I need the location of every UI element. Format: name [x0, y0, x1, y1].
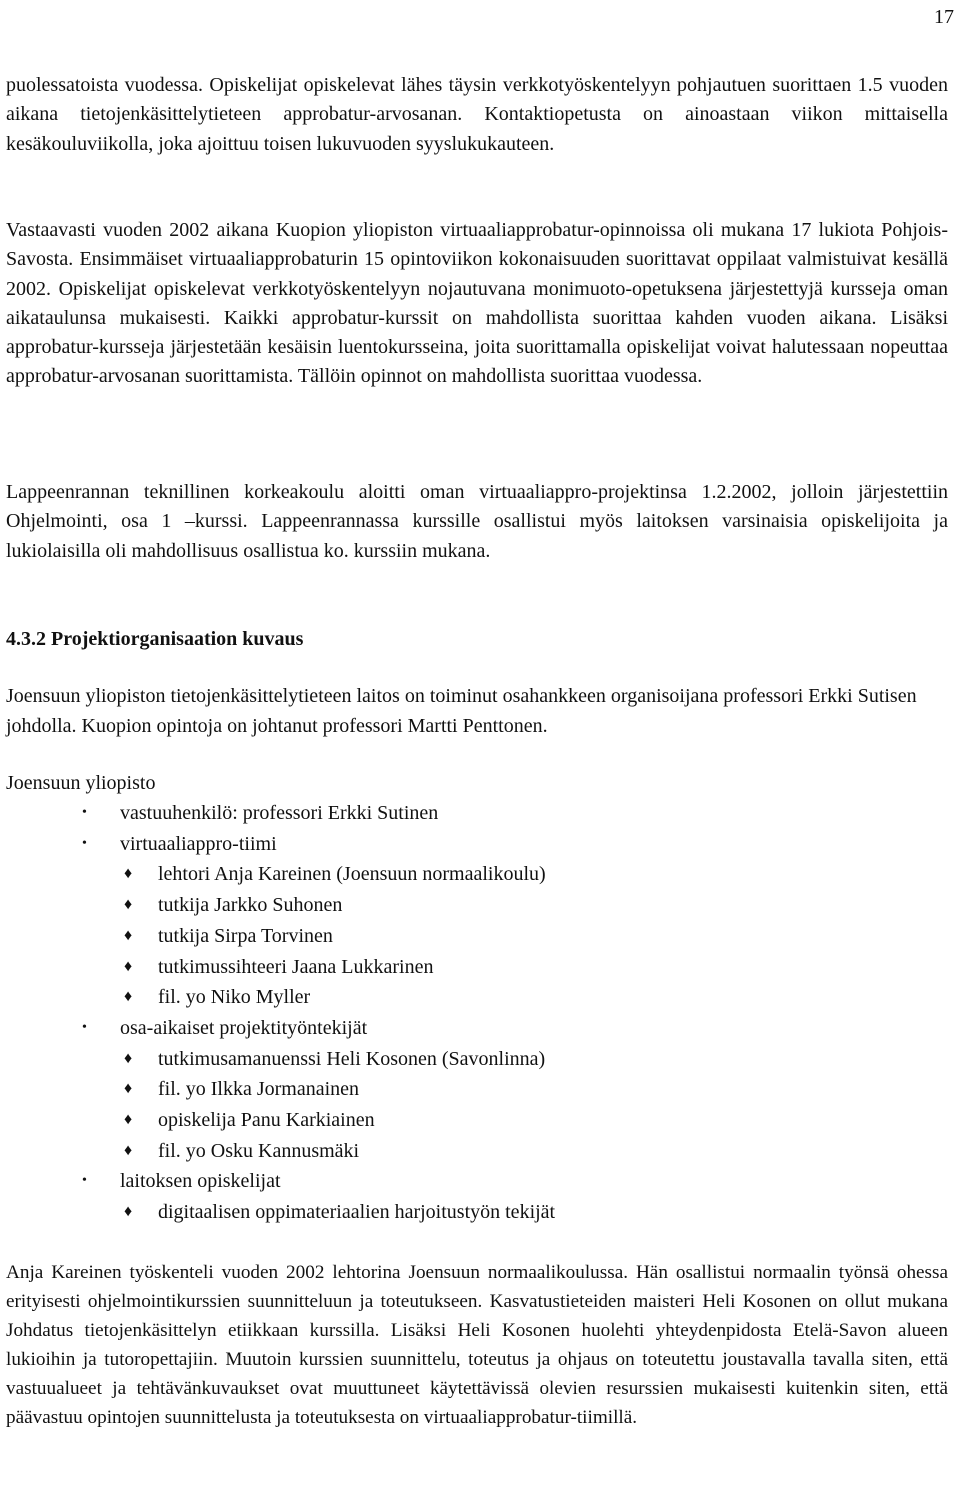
org-sublist-item-label: tutkija Jarkko Suhonen	[158, 894, 343, 917]
org-sublist-item	[120, 982, 555, 1013]
paragraph-lappeenranta: Lappeenrannan teknillinen korkeakoulu aloitti oman virtuaaliappro-projektinsa 1.2.2002, jolloin järjestettiin Ohjelmointi, osa 1 –kurssi. Lappeenrannassa kurssille osallistui myös laitoksen varsinaisia opiskelijoita ja lukiolaisilla oli mahdollisuus osallistua ko. kurssiin mukana.	[6, 481, 948, 562]
paragraph-kuopio: Vastaavasti vuoden 2002 aikana Kuopion yliopiston virtuaaliapprobatur-opinnoissa oli mukana 17 lukiota Pohjois-Savosta. Ensimmäiset virtuaaliapprobaturin 15 opintoviikon kokonaisuuden suorittavat oppilaat valmistuivat kesällä 2002. Opiskelijat opiskelevat verkkotyöskentelyyn nojautuvana monimuoto-opetuksena järjestettyjä kursseja oman aikataulunsa mukaisesti. Kaikki approbatur-kurssit on mahdollista suorittaa kahden vuoden aikana. Lisäksi approbatur-kursseja järjestetään kesäisin luentokursseina, joita suorittamalla opiskelijat voivat halutessaan nopeuttaa approbatur-arvosanan suorittamista. Tällöin opinnot on mahdollista suorittaa vuodessa.	[6, 219, 948, 388]
org-sublist-item-label: tutkimusamanuenssi Heli Kosonen (Savonlinna)	[158, 1047, 546, 1070]
paragraph-staff: Anja Kareinen työskenteli vuoden 2002 lehtorina Joensuun normaalikoulussa. Hän osallistui normaalin työnsä ohessa erityisesti ohjelmointikurssien suunnitteluun ja toteutukseen. Kasvatustieteiden maisteri Heli Kosonen on ollut mukana Johdatus tietojenkäsittelyn etiikkaan kurssilla. Lisäksi Heli Kosonen huolehti yhteydenpidosta Etelä-Savon alueen lukioihin ja tutoropettajiin. Muutoin kurssien suunnittelu, toteutus ja ohjaus on toteutettu joustavalla tavalla siten, että vastuualueet ja tehtävänkuvaukset ovat muuttuneet käytettävissä olevien resurssien mukaisesti kuitenkin siten, että päävastuu opintojen suunnittelusta ja toteutuksesta on virtuaaliapprobatur-tiimillä.	[6, 1262, 948, 1428]
org-sublist-item	[120, 1136, 555, 1167]
org-list-title: Joensuun yliopisto	[6, 772, 156, 794]
org-sublist-item	[120, 1044, 555, 1075]
org-list-item	[0, 1166, 555, 1227]
org-sublist-item-label: opiskelija Panu Karkiainen	[158, 1109, 375, 1132]
org-list-item	[0, 829, 555, 1013]
diamond-bullet-icon: ♦	[124, 865, 133, 883]
paragraph-intro: puolessatoista vuodessa. Opiskelijat opiskelevat lähes täysin verkkotyöskentelyyn pohjautuen suorittaen 1.5 vuoden aikana tietojenkäsittelytieteen approbatur-arvosanan. Kontaktiopetusta on ainoastaan viikon mittaisella kesäkouluviikolla, joka ajoittuu toisen lukuvuoden syyslukukauteen.	[6, 74, 948, 155]
org-sublist-item-label: digitaalisen oppimateriaalien harjoitustyön tekijät	[158, 1201, 556, 1224]
org-list-item-label: laitoksen opiskelijat	[120, 1170, 281, 1193]
org-list-item-label: osa-aikaiset projektityöntekijät	[120, 1016, 368, 1039]
org-sublist-item-label: tutkimussihteeri Jaana Lukkarinen	[158, 955, 434, 978]
bullet-dot-icon: •	[82, 805, 87, 820]
page-number: 17	[934, 6, 954, 28]
org-sublist-item	[120, 1105, 555, 1136]
org-sublist	[120, 1044, 555, 1167]
diamond-bullet-icon: ♦	[124, 988, 133, 1006]
diamond-bullet-icon: ♦	[124, 1049, 133, 1067]
org-sublist-item-label: fil. yo Ilkka Jormanainen	[158, 1078, 360, 1101]
org-sublist-item	[120, 952, 555, 983]
org-sublist-item-label: lehtori Anja Kareinen (Joensuun normaalikoulu)	[158, 863, 546, 886]
org-list-item	[0, 1013, 555, 1167]
org-sublist-item	[120, 859, 555, 890]
org-sublist-item	[120, 1197, 555, 1228]
diamond-bullet-icon: ♦	[124, 957, 133, 975]
bullet-dot-icon: •	[82, 1019, 87, 1035]
org-list	[0, 798, 555, 1228]
org-list-item-label: virtuaaliappro-tiimi	[120, 832, 277, 855]
org-sublist	[120, 859, 555, 1013]
org-sublist-item-label: fil. yo Osku Kannusmäki	[158, 1139, 360, 1162]
org-sublist-item	[120, 921, 555, 952]
diamond-bullet-icon: ♦	[124, 1111, 133, 1129]
org-list-item	[0, 798, 555, 829]
org-sublist-item	[120, 890, 555, 921]
diamond-bullet-icon: ♦	[124, 1203, 133, 1221]
org-sublist-item	[120, 1074, 555, 1105]
diamond-bullet-icon: ♦	[124, 926, 133, 944]
paragraph-organisation: Joensuun yliopiston tietojenkäsittelytieteen laitos on toiminut osahankkeen organisoijana professori Erkki Sutisen johdolla. Kuopion opintoja on johtanut professori Martti Penttonen.	[6, 685, 917, 737]
diamond-bullet-icon: ♦	[124, 896, 133, 914]
diamond-bullet-icon: ♦	[124, 1080, 133, 1098]
org-sublist	[120, 1197, 555, 1228]
bullet-dot-icon: •	[82, 1173, 87, 1189]
org-sublist-item-label: fil. yo Niko Myller	[158, 986, 311, 1009]
org-list-item-label: vastuuhenkilö: professori Erkki Sutinen	[120, 802, 439, 824]
org-sublist-item-label: tutkija Sirpa Torvinen	[158, 924, 333, 947]
bullet-dot-icon: •	[82, 835, 87, 851]
section-heading: 4.3.2 Projektiorganisaation kuvaus	[6, 628, 304, 650]
diamond-bullet-icon: ♦	[124, 1141, 133, 1159]
